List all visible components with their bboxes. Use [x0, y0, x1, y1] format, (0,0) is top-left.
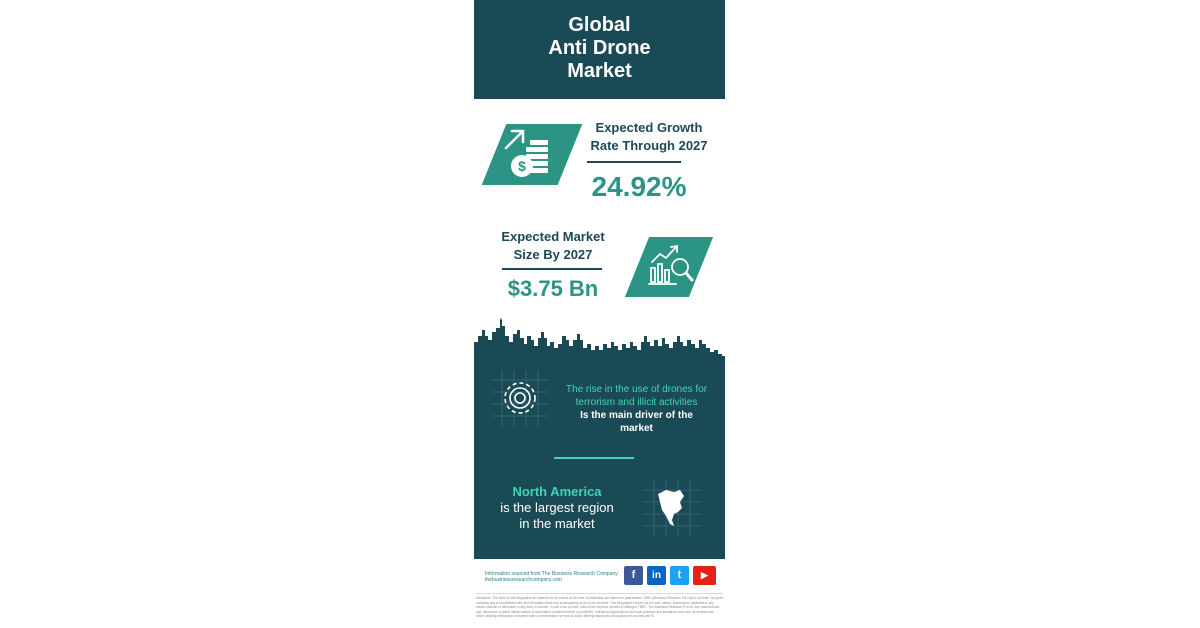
title-banner: [474, 0, 725, 99]
youtube-icon[interactable]: ▶: [693, 566, 716, 585]
city-skyline: [474, 316, 725, 358]
market-analysis-icon: [646, 240, 698, 294]
linkedin-icon[interactable]: in: [647, 566, 666, 585]
title-line-3: Market: [567, 60, 632, 82]
section-divider: [554, 457, 634, 459]
facebook-icon[interactable]: f: [624, 566, 643, 585]
largest-region-text: North America is the largest region in the market: [500, 484, 614, 531]
market-driver-text: The rise in the use of drones for terrorism and illicit activities Is the main driver of the market: [565, 384, 708, 434]
growth-underline: [587, 161, 681, 163]
title-line-1: Global: [568, 14, 631, 36]
market-size-value: $3.75 Bn: [507, 276, 599, 301]
title-line-2: Anti Drone: [548, 37, 651, 59]
market-size-label: Expected Market Size By 2027: [501, 229, 605, 262]
infographic: [474, 0, 725, 628]
svg-text:$: $: [518, 158, 526, 174]
insights-panel: [474, 356, 725, 559]
twitter-icon[interactable]: t: [670, 566, 689, 585]
growth-value: 24.92%: [591, 171, 687, 202]
money-growth-icon: [500, 126, 568, 184]
market-size-underline: [502, 268, 602, 270]
north-america-map-icon: [644, 480, 700, 536]
growth-label: Expected Growth Rate Through 2027: [590, 120, 708, 153]
gear-icon: [492, 370, 548, 426]
disclaimer-text: Disclaimer: The facts of this infographic are believed to be correct at the time of publication but cannot be guaranteed. TBRC (Business Research Pvt Ltd) is a private, for-profit company and is not affiliated with any information that may subsequently prove to be incorrect. This infographic should not be used, stored, reproduced, published to any media, website or otherwise, in any form or manner, in part or as a whole, without the express consent in writing of TBRC. The Business Research Pvt Ltd. Any unauthorized use, disclosure or public dissemination of information contained herein is prohibited. Individual organizations and local practices and standards may vary, as reviews and others utilizing information contained within a presentation are free to adopt differing standards and approaches as they see fit.: [476, 593, 723, 619]
source-text: Information sourced from The Business Research Company thebusinessresearchcompany.com: [485, 571, 618, 583]
